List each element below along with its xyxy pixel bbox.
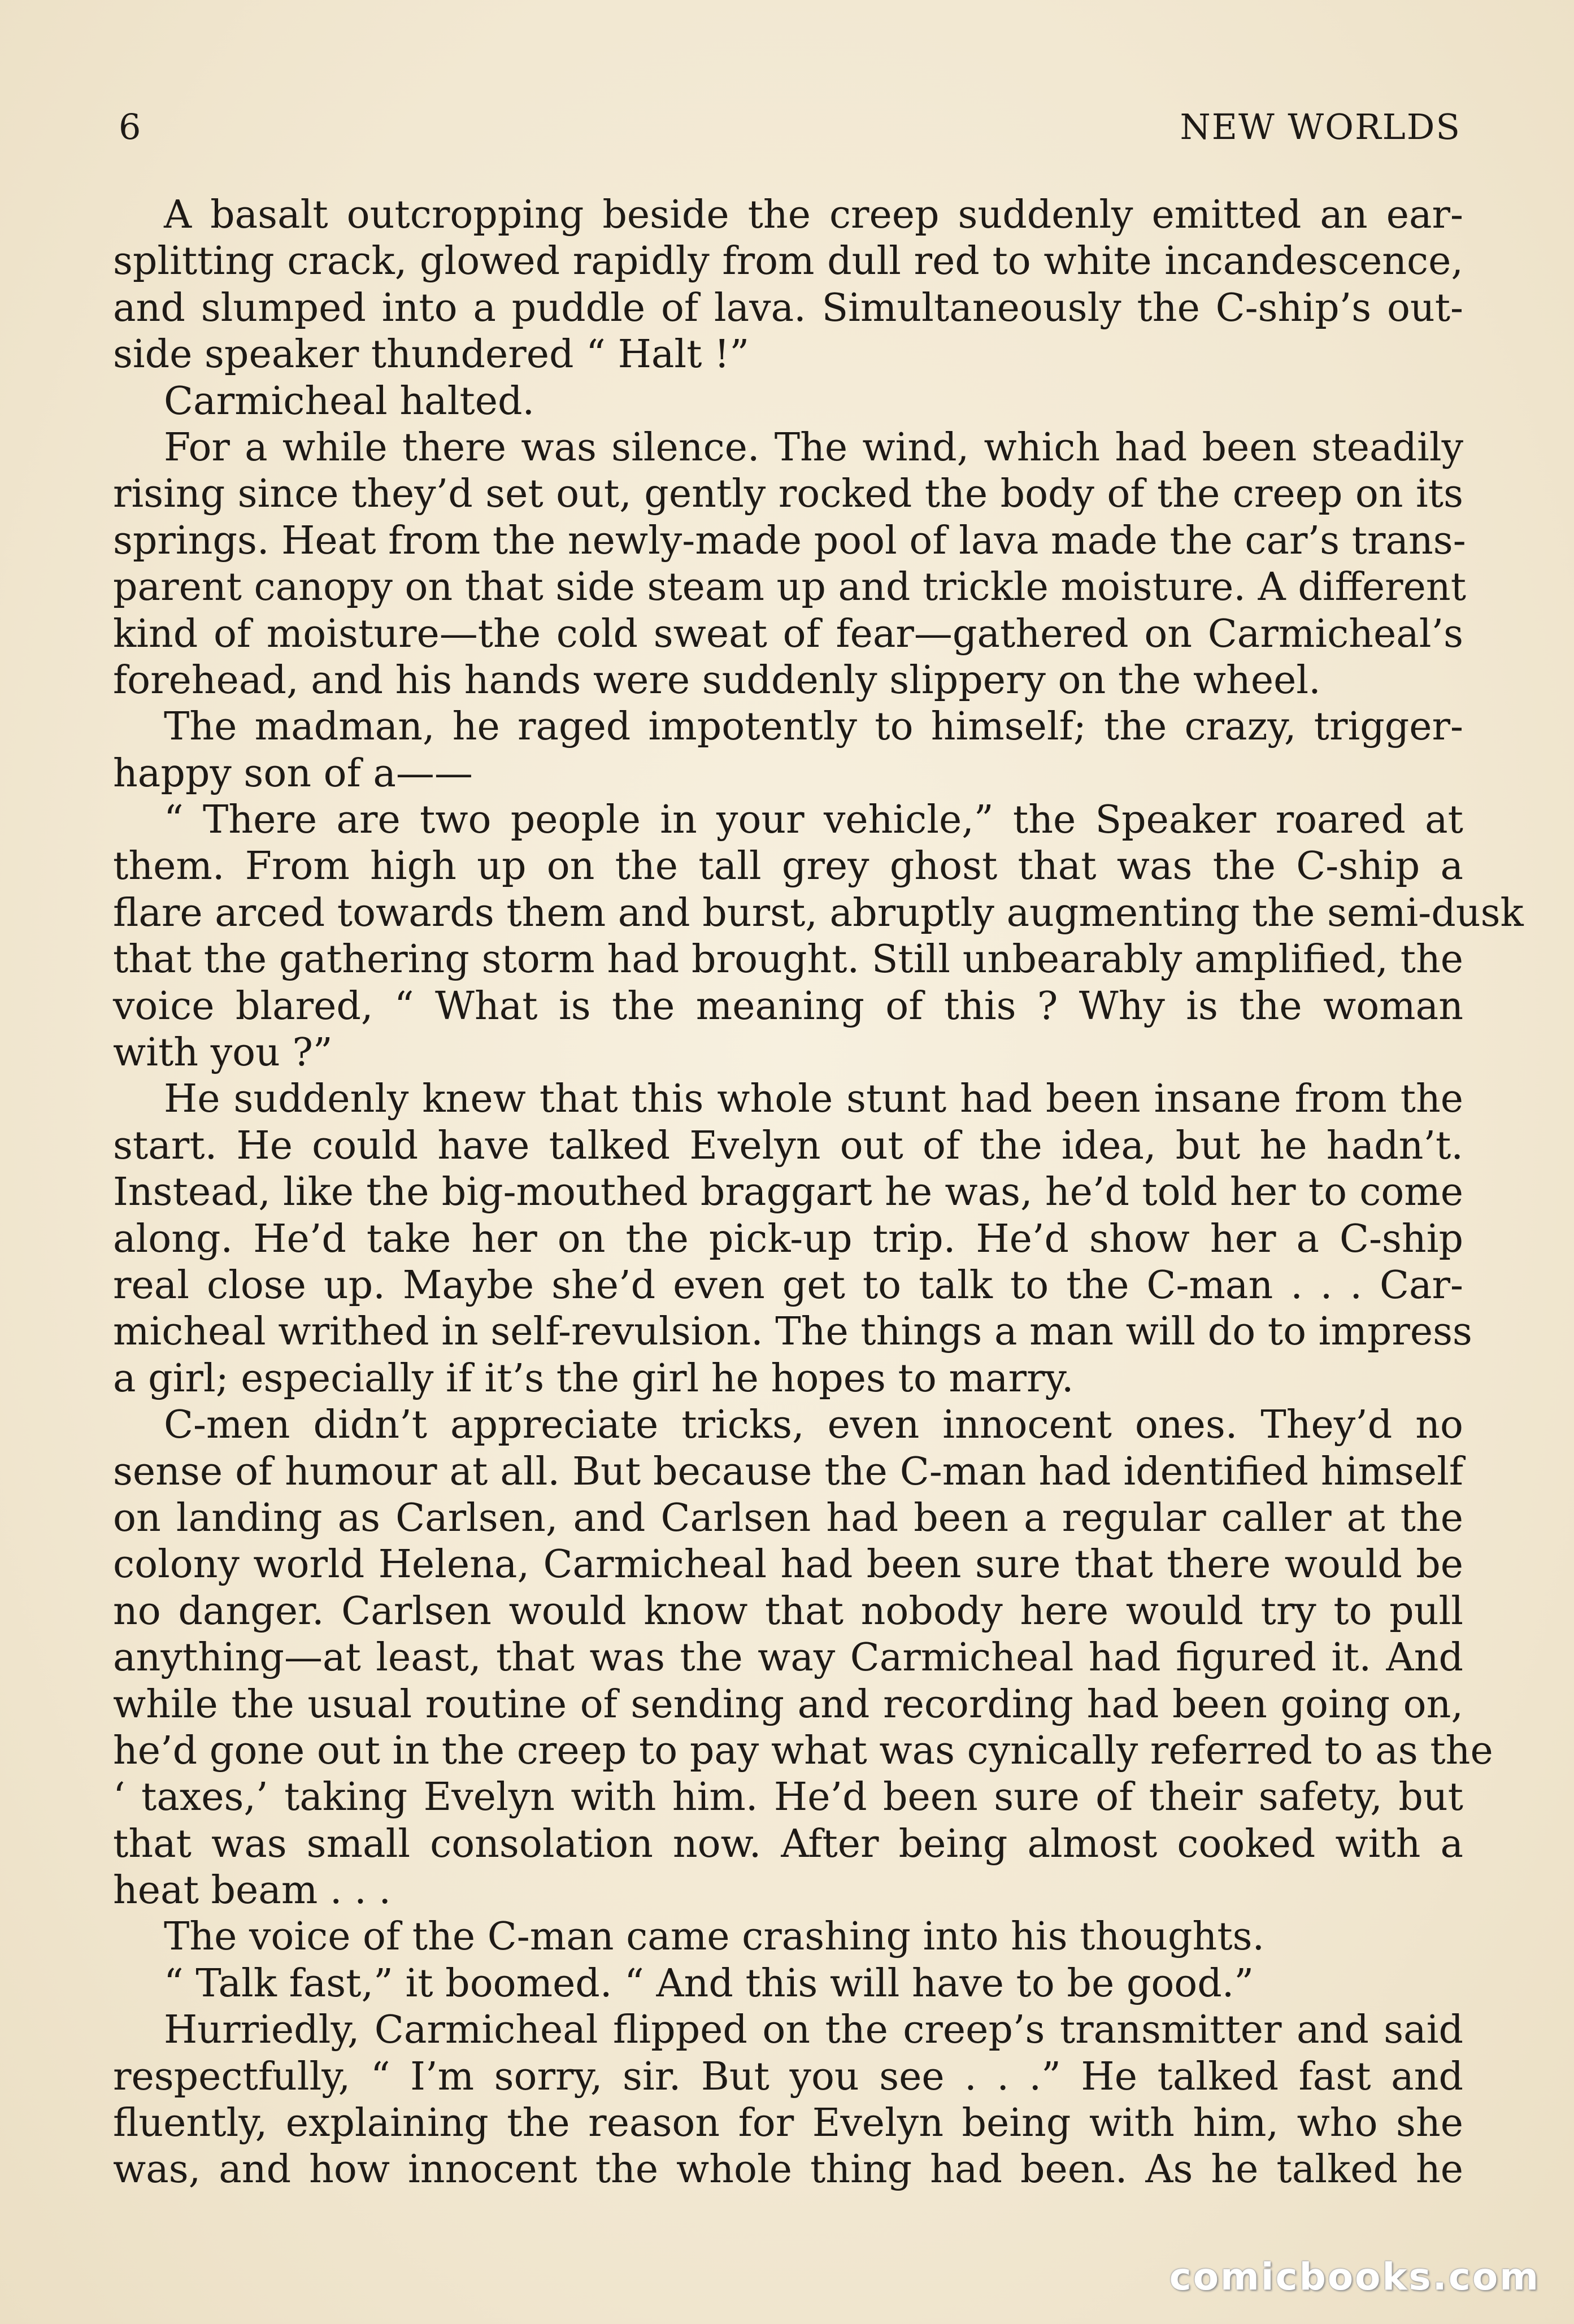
text-line: The madman, he raged impotently to himself; the crazy, trigger-	[164, 704, 1463, 750]
text-line: and slumped into a puddle of lava. Simultaneously the C-ship’s out-	[113, 285, 1463, 330]
text-line: Instead, like the big-mouthed braggart he was, he’d told her to come	[113, 1170, 1463, 1215]
text-line: ‘ taxes,’ taking Evelyn with him. He’d been sure of their safety, but	[113, 1775, 1463, 1820]
text-line: Hurriedly, Carmicheal flipped on the creep’s transmitter and said	[164, 2008, 1463, 2053]
text-line: along. He’d take her on the pick-up trip. He’d show her a C-ship	[113, 1216, 1463, 1261]
text-line: A basalt outcropping beside the creep suddenly emitted an ear-	[164, 193, 1463, 237]
text-line: start. He could have talked Evelyn out of the idea, but he hadn’t.	[113, 1123, 1463, 1168]
text-line: springs. Heat from the newly-made pool of lava made the car’s trans-	[113, 518, 1466, 563]
text-line: He suddenly knew that this whole stunt had been insane from the	[164, 1077, 1463, 1122]
text-line: micheal writhed in self-revulsion. The things a man will do to impress	[113, 1309, 1472, 1355]
text-line: forehead, and his hands were suddenly slippery on the wheel.	[113, 658, 1321, 703]
text-line: heat beam . . .	[113, 1868, 392, 1913]
text-line: “ Talk fast,” it boomed. “ And this will have to be good.”	[164, 1961, 1254, 2006]
text-line: sense of humour at all. But because the C-man had identified himself	[113, 1449, 1463, 1494]
text-line: The voice of the C-man came crashing into his thoughts.	[164, 1914, 1265, 1960]
text-line: while the usual routine of sending and recording had been going on,	[113, 1682, 1463, 1727]
text-line: no danger. Carlsen would know that nobody here would try to pull	[113, 1588, 1463, 1634]
text-line: happy son of a——	[113, 751, 473, 796]
page-header	[113, 99, 1461, 155]
text-line: a girl; especially if it’s the girl he hopes to marry.	[113, 1356, 1074, 1401]
text-line: voice blared, “ What is the meaning of this ? Why is the woman	[113, 983, 1463, 1029]
text-line: them. From high up on the tall grey ghost that was the C-ship a	[113, 844, 1463, 889]
text-line: rising since they’d set out, gently rocked the body of the creep on its	[113, 472, 1463, 517]
text-line: splitting crack, glowed rapidly from dull red to white incandescence,	[113, 239, 1463, 284]
text-line: side speaker thundered “ Halt !”	[113, 332, 750, 377]
page-number: 6	[119, 106, 141, 147]
text-line: For a while there was silence. The wind, which had been steadily	[164, 425, 1463, 470]
text-line: flare arced towards them and burst, abruptly augmenting the semi-dusk	[113, 890, 1524, 935]
text-line: “ There are two people in your vehicle,” the Speaker roared at	[164, 798, 1463, 843]
text-line: respectfully, “ I’m sorry, sir. But you see . . .” He talked fast and	[113, 2054, 1463, 2099]
text-line: parent canopy on that side steam up and trickle moisture. A different	[113, 565, 1467, 610]
text-line: colony world Helena, Carmicheal had been sure that there would be	[113, 1542, 1463, 1587]
text-line: anything—at least, that was the way Carmicheal had figured it. And	[113, 1635, 1463, 1681]
text-line: fluently, explaining the reason for Evelyn being with him, who she	[113, 2101, 1463, 2146]
text-line: Carmicheal halted.	[164, 378, 535, 424]
text-line: C-men didn’t appreciate tricks, even innocent ones. They’d no	[164, 1403, 1463, 1448]
text-line: kind of moisture—the cold sweat of fear—gathered on Carmicheal’s	[113, 611, 1463, 656]
text-line: that the gathering storm had brought. Still unbearably amplified, the	[113, 937, 1463, 982]
text-line: was, and how innocent the whole thing had been. As he talked he	[113, 2147, 1463, 2192]
running-head: NEW WORLDS	[1180, 106, 1461, 147]
text-line: on landing as Carlsen, and Carlsen had been a regular caller at the	[113, 1495, 1463, 1540]
watermark: comicbooks.com	[1169, 2255, 1540, 2299]
text-line: he’d gone out in the creep to pay what was cynically referred to as the	[113, 1728, 1493, 1773]
text-line: real close up. Maybe she’d even get to talk to the C-man . . . Car-	[113, 1263, 1463, 1308]
text-line: with you ?”	[113, 1030, 333, 1076]
body-text	[113, 192, 1524, 2194]
text-line: that was small consolation now. After being almost cooked with a	[113, 1821, 1463, 1866]
